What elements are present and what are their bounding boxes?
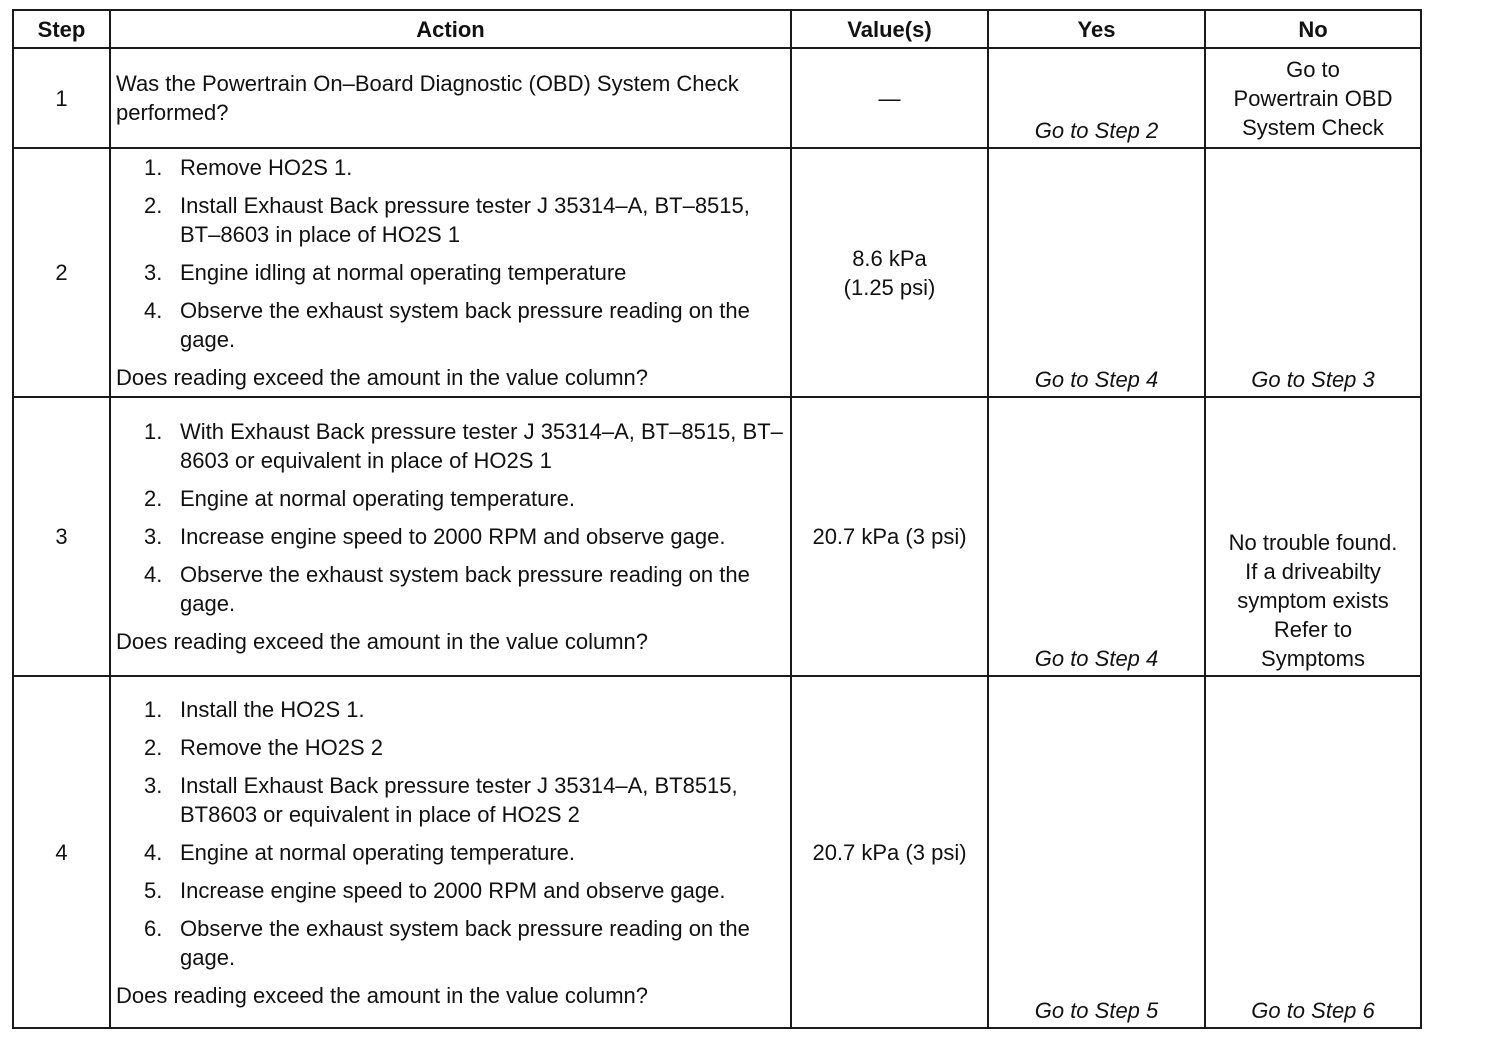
action-step: 1. Install the HO2S 1.: [144, 696, 365, 722]
action-question: Does reading exceed the amount in the value column?: [116, 982, 649, 1008]
table-row: [13, 48, 1421, 148]
no-result-line: Go to: [1286, 56, 1340, 82]
action-step-text: Observe the exhaust system back pressure reading on the gage.: [180, 915, 750, 970]
action-question: Was the Powertrain On–Board Diagnostic (OBD) System Check performed?: [116, 71, 739, 125]
action-step: 4. Engine at normal operating temperature.: [144, 839, 576, 865]
action-step-text: Remove the HO2S 2: [180, 734, 383, 760]
header-values: Value(s): [791, 10, 988, 48]
action-step-text: Install Exhaust Back pressure tester J 35314–A, BT8515, BT8603 or equivalent in place of HO2S 2: [180, 772, 738, 827]
action-steps: [116, 695, 785, 972]
action-step-text: Engine at normal operating temperature.: [180, 486, 576, 511]
header-yes: Yes: [988, 10, 1205, 48]
action-step-text: Engine idling at normal operating temperature: [180, 260, 627, 285]
yes-result: Go to Step 4: [988, 397, 1205, 676]
yes-result: Go to Step 4: [988, 148, 1205, 397]
value-cell: [791, 148, 988, 397]
action-step: 2. Remove the HO2S 2: [144, 734, 383, 760]
header-action: Action: [110, 10, 791, 48]
yes-result: Go to Step 2: [988, 48, 1205, 148]
action-step: 1. Remove HO2S 1.: [144, 155, 353, 180]
action-steps: [116, 153, 785, 354]
no-result-line: Symptoms: [1261, 646, 1365, 671]
table-row: [13, 676, 1421, 1028]
no-result: Go to Step 3: [1205, 148, 1421, 397]
no-result-line: System Check: [1242, 114, 1384, 140]
action-steps: [116, 417, 785, 618]
no-result: Go to Step 6: [1205, 676, 1421, 1028]
value-line: 8.6 kPa: [852, 245, 927, 271]
action-cell: [110, 148, 791, 397]
no-result: [1205, 48, 1421, 148]
action-step: 2. Install Exhaust Back pressure tester J 35314–A, BT–8515, BT–8603 in place of HO2S 1: [144, 193, 750, 247]
value-cell: 20.7 kPa (3 psi): [791, 397, 988, 676]
action-cell: [110, 676, 791, 1028]
header-no: No: [1205, 10, 1421, 48]
action-step: 5. Increase engine speed to 2000 RPM and observe gage.: [144, 877, 726, 903]
action-step: 1. With Exhaust Back pressure tester J 35314–A, BT–8515, BT–8603 or equivalent in place of HO2S 1: [144, 419, 783, 473]
action-step-text: With Exhaust Back pressure tester J 35314–A, BT–8515, BT–8603 or equivalent in place of HO2S 1: [180, 419, 783, 473]
no-result-line: Refer to: [1273, 617, 1353, 642]
action-step-text: Increase engine speed to 2000 RPM and observe gage.: [180, 877, 726, 903]
no-result-line: No trouble found.: [1228, 530, 1398, 555]
yes-result: Go to Step 5: [988, 676, 1205, 1028]
step-number: 2: [13, 148, 110, 397]
action-step: 3. Increase engine speed to 2000 RPM and observe gage.: [144, 524, 726, 549]
step-number: 4: [13, 676, 110, 1028]
value-line: (1.25 psi): [843, 274, 936, 300]
no-result: [1205, 397, 1421, 676]
step-number: 3: [13, 397, 110, 676]
action-question: Does reading exceed the amount in the value column?: [116, 629, 649, 654]
diagnostic-table: [12, 9, 1422, 1029]
value-cell: —: [791, 48, 988, 148]
action-question: Does reading exceed the amount in the value column?: [116, 365, 649, 390]
table-row: [13, 148, 1421, 397]
action-step-text: Install the HO2S 1.: [180, 696, 365, 722]
action-step: 6. Observe the exhaust system back pressure reading on the gage.: [144, 915, 750, 970]
action-step: 4. Observe the exhaust system back pressure reading on the gage.: [144, 562, 750, 616]
action-step-text: Increase engine speed to 2000 RPM and observe gage.: [180, 524, 726, 549]
no-result-line: If a driveabilty: [1245, 559, 1381, 584]
action-step-text: Engine at normal operating temperature.: [180, 839, 576, 865]
value-cell: 20.7 kPa (3 psi): [791, 676, 988, 1028]
action-step: 3. Install Exhaust Back pressure tester J 35314–A, BT8515, BT8603 or equivalent in place of HO2S 2: [144, 772, 738, 827]
no-result-line: Powertrain OBD: [1233, 85, 1393, 111]
table-row: [13, 397, 1421, 676]
action-step-text: Observe the exhaust system back pressure reading on the gage.: [180, 562, 750, 616]
action-step-text: Remove HO2S 1.: [180, 155, 353, 180]
action-step-text: Observe the exhaust system back pressure reading on the gage.: [180, 298, 750, 352]
action-step: 3. Engine idling at normal operating temperature: [144, 260, 627, 285]
no-result-line: symptom exists: [1237, 588, 1389, 613]
action-step-text: Install Exhaust Back pressure tester J 35314–A, BT–8515, BT–8603 in place of HO2S 1: [180, 193, 750, 247]
action-step: 4. Observe the exhaust system back pressure reading on the gage.: [144, 298, 750, 352]
action-cell: [110, 48, 791, 148]
header-row: [13, 10, 1421, 48]
step-number: 1: [13, 48, 110, 148]
action-cell: [110, 397, 791, 676]
header-step: Step: [13, 10, 110, 48]
action-step: 2. Engine at normal operating temperature.: [144, 486, 576, 511]
